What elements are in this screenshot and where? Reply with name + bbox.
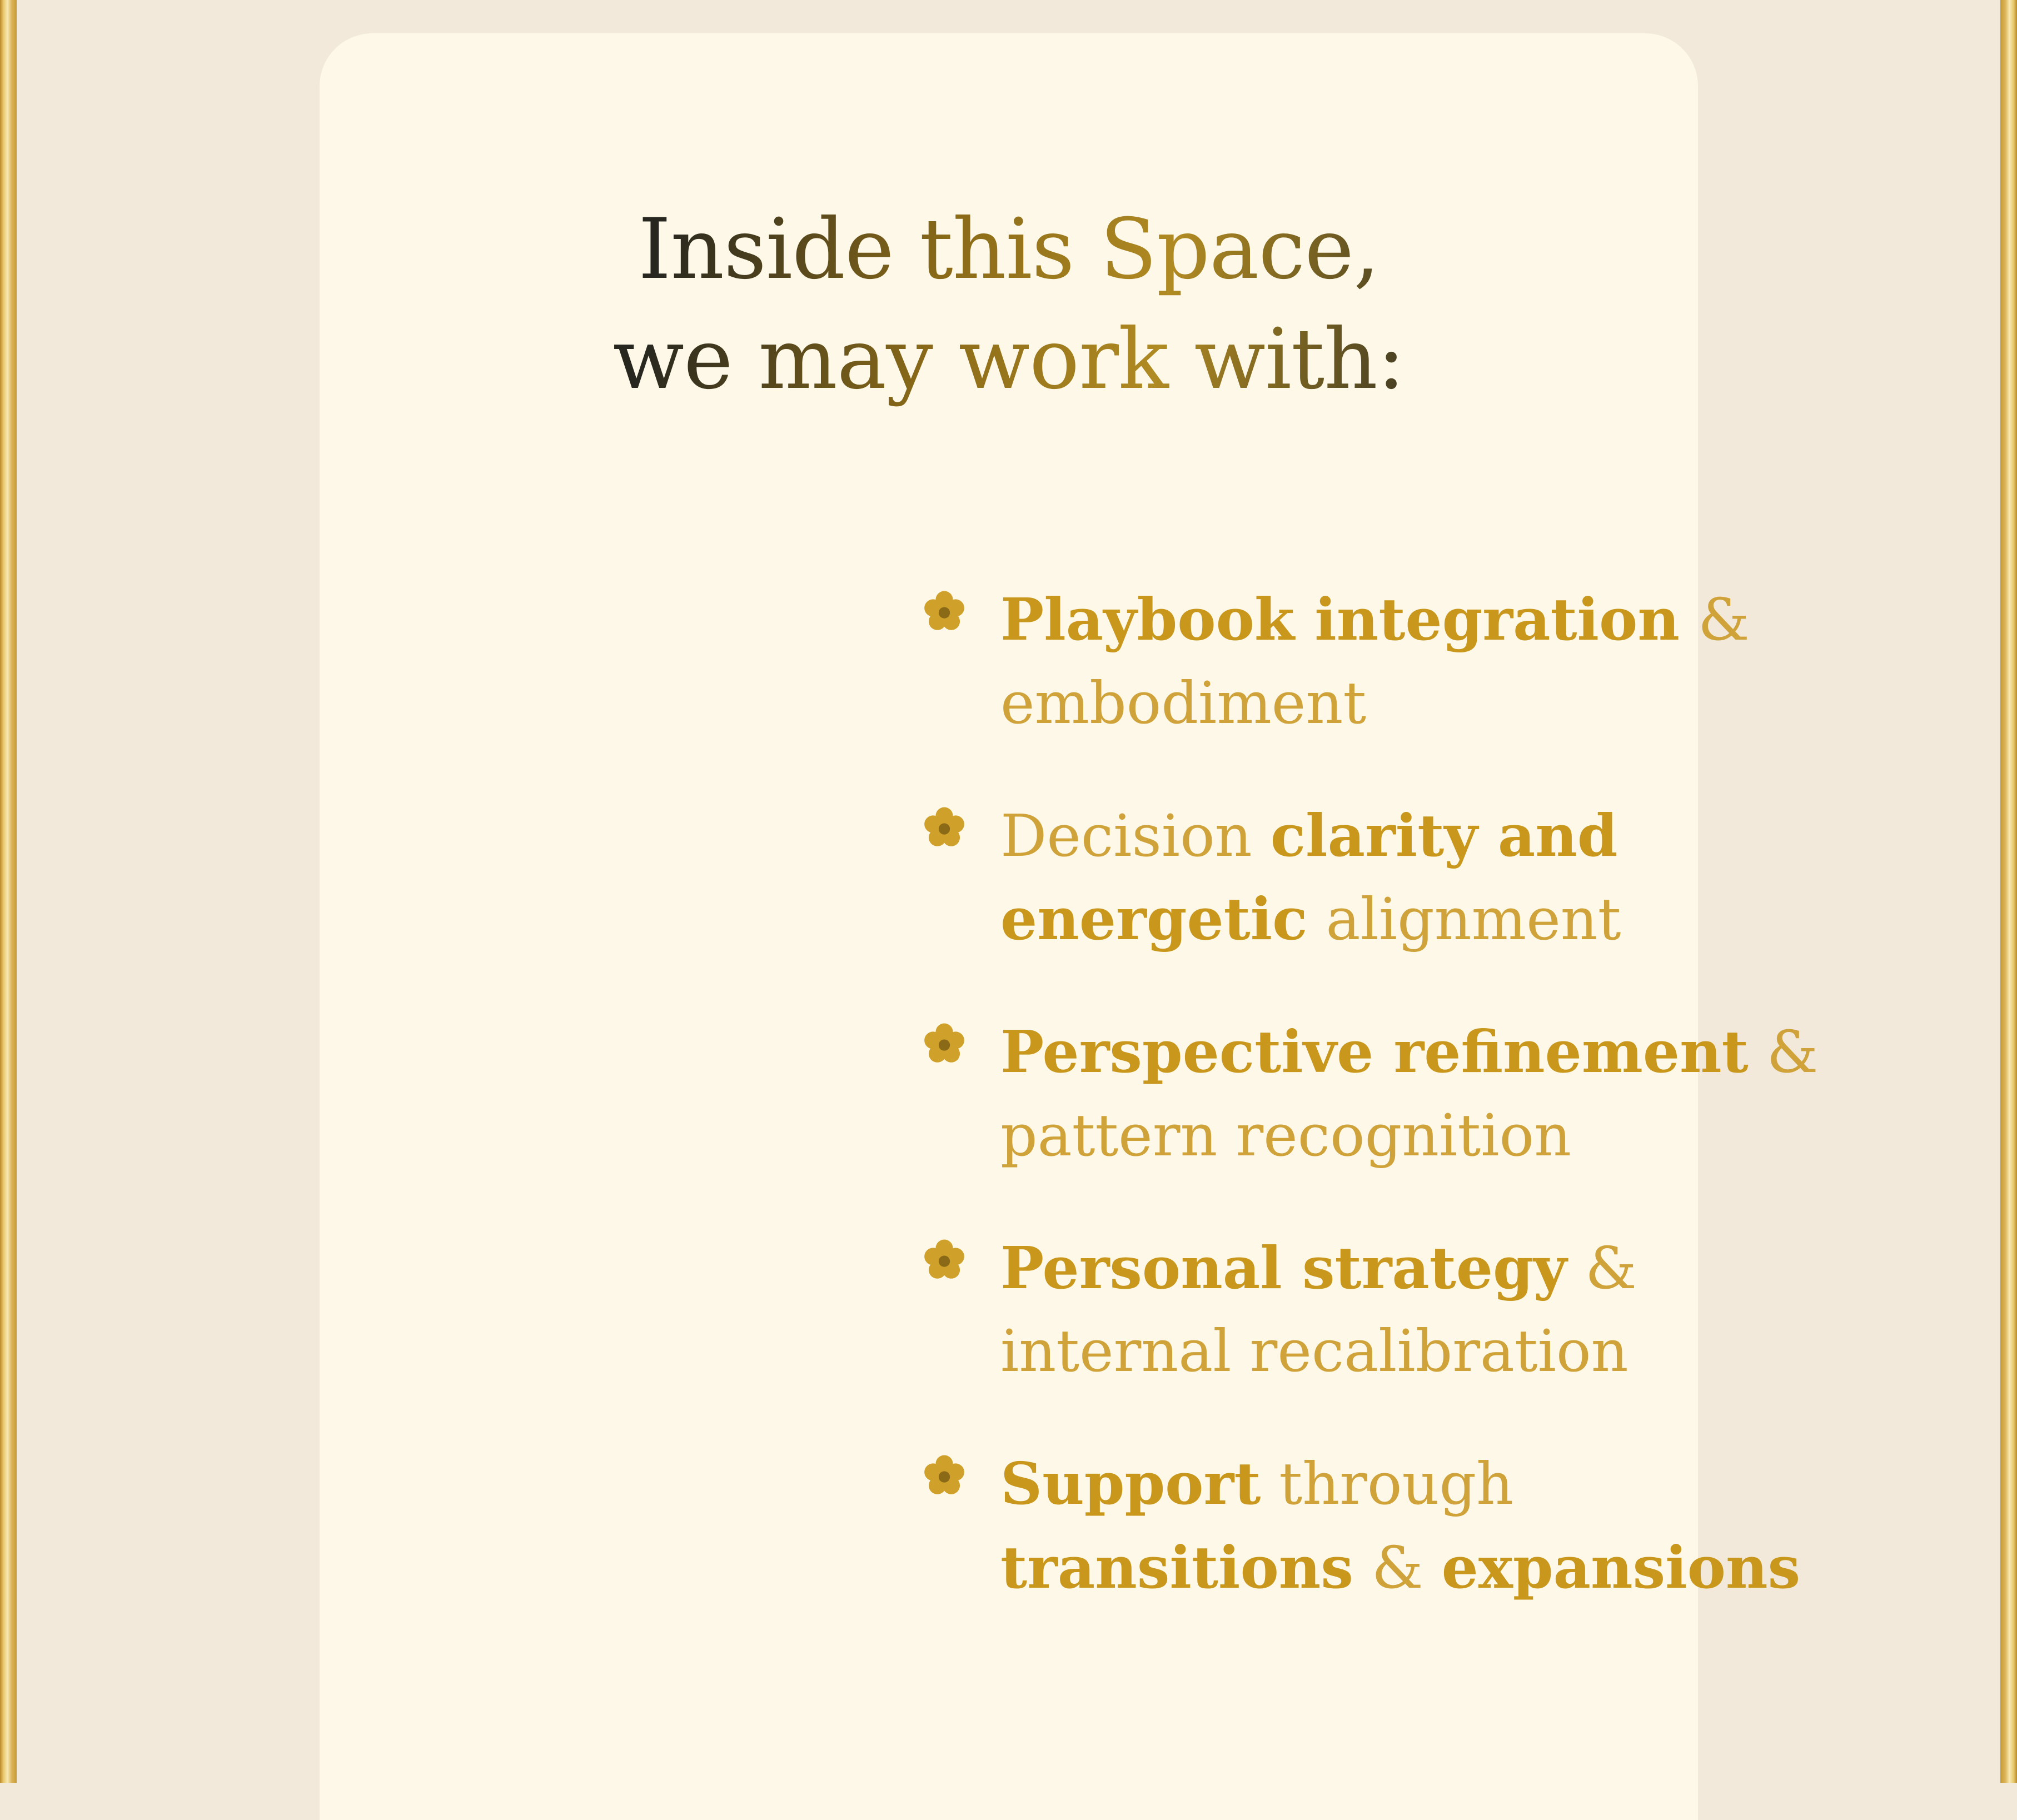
list-item-text-fragment: & pattern recognition bbox=[1000, 1018, 1819, 1169]
flower-bullet-icon bbox=[923, 590, 966, 634]
flower-bullet-icon bbox=[923, 806, 966, 850]
list-item-label bbox=[1000, 1442, 1851, 1610]
list-item-label bbox=[1000, 1010, 1851, 1178]
list-item-text-fragment: Support bbox=[1000, 1449, 1261, 1518]
list-item-text-fragment: Perspective refinement bbox=[1000, 1018, 1749, 1086]
list-item bbox=[917, 794, 1851, 962]
list-item-text-fragment: through bbox=[1261, 1450, 1514, 1518]
list-item bbox=[917, 1010, 1851, 1178]
flower-bullet-icon bbox=[923, 1023, 966, 1066]
list-item-text-fragment: & embodiment bbox=[1000, 586, 1750, 737]
list-item-text-fragment: alignment bbox=[1307, 885, 1621, 954]
list-item-text-fragment: Decision bbox=[1000, 801, 1271, 870]
list-item-text-fragment: clarity and energetic bbox=[1000, 801, 1618, 954]
right-gold-border bbox=[2000, 0, 2017, 1783]
list-item-text-fragment: & internal recalibration bbox=[1000, 1234, 1637, 1385]
list-item-text-fragment: & bbox=[1353, 1533, 1442, 1602]
page-title-line-1: Inside this Space, bbox=[638, 201, 1379, 298]
list-item-text-fragment: expansions bbox=[1441, 1533, 1801, 1602]
list-item bbox=[917, 578, 1851, 745]
list-item-text-fragment: transitions bbox=[1000, 1533, 1353, 1602]
list-item bbox=[917, 1442, 1851, 1610]
list-item-text-fragment: Playbook integration bbox=[1000, 585, 1680, 654]
list-item bbox=[917, 1226, 1851, 1394]
page-title-line-2: we may work with: bbox=[612, 311, 1405, 408]
list-item-label bbox=[1000, 1226, 1851, 1394]
page-title bbox=[320, 33, 1698, 415]
flower-bullet-icon bbox=[923, 1239, 966, 1282]
list-item-text-fragment bbox=[1749, 1018, 1767, 1086]
left-gold-border bbox=[0, 0, 17, 1783]
list-item-label bbox=[1000, 794, 1851, 962]
list-item-text-fragment: Personal strategy bbox=[1000, 1233, 1567, 1302]
list-item-label bbox=[1000, 578, 1851, 745]
flower-bullet-icon bbox=[923, 1454, 966, 1498]
content-card bbox=[320, 33, 1819, 1820]
list-item-text-fragment bbox=[1680, 586, 1698, 654]
benefits-list bbox=[917, 578, 1851, 1610]
